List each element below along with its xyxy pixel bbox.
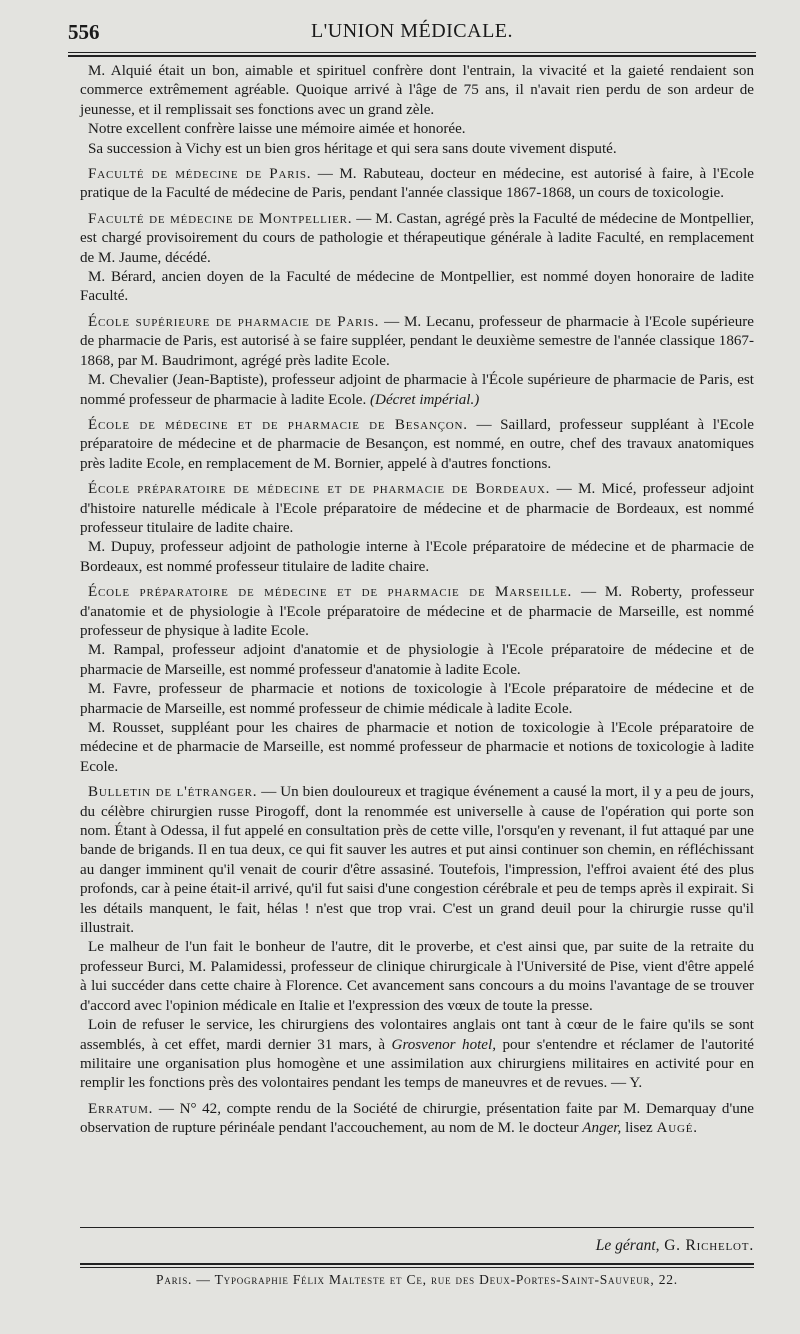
paragraph: M. Rousset, suppléant pour les chaires de pharmacie et notion de toxicologie à l'Ecole préparatoire de médecine et de pharmacie de Marseille, est nommé professeur de pharmacie et notions de toxicologie à ladite Ecole. (80, 720, 754, 775)
paragraph: Faculté de médecine de Montpellier. — M. Castan, agrégé près la Faculté de médecine de Montpellier, est chargé provisoirement du cours de pathologie et thérapeutique générale à ladite Faculté, en remplacement de M. Jaume, décédé. (80, 210, 754, 266)
imprint-rule-thick (80, 1263, 754, 1265)
paragraph: École de médecine et de pharmacie de Besançon. — Saillard, professeur suppléant à l'Ecole préparatoire de médecine et de pharmacie de Besançon, est nommé, en outre, chef des travaux anatomiques près ladite Ecole, en remplacement de M. Bornier, appelé à d'autres fonctions. (80, 416, 755, 472)
section-heading: Faculté de médecine de Montpellier. (88, 210, 353, 227)
paragraph: M. Dupuy, professeur adjoint de pathologie interne à l'Ecole préparatoire de médecine et de pharmacie de Bordeaux, est nommé professeur titulaire de ladite chaire. (80, 539, 754, 575)
paragraph: M. Favre, professeur de pharmacie et notions de toxicologie à l'Ecole préparatoire de médecine et de pharmacie de Marseille, est nommé professeur de chimie médicale à ladite Ecole. (80, 681, 754, 717)
paragraph: Le malheur de l'un fait le bonheur de l'autre, dit le proverbe, et c'est ainsi que, par suite de la retraite du professeur Burci, M. Palamidessi, professeur de clinique chirurgicale à l'Université de Pise, vient d'être appelé à lui succéder dans cette chaire à Florence. Cet avancement sans concours a du moins l'avantage de se trouver d'accord avec l'opinion médicale en Italie et l'expression des vœux de toute la presse. (80, 939, 754, 1014)
section-heading: École de médecine et de pharmacie de Besançon. (88, 416, 468, 433)
section-heading: Faculté de médecine de Paris. (88, 166, 312, 183)
paragraph: École supérieure de pharmacie de Paris. — M. Lecanu, professeur de pharmacie à l'Ecole supérieure de pharmacie de Paris, est autorisé à se faire suppléer, pendant le deuxième semestre de l'année classique 1867-1868, par M. Baudrimont, agrégé près ladite Ecole. (80, 313, 754, 369)
paragraph: Bulletin de l'étranger. — Un bien douloureux et tragique événement a causé la mort, il y a peu de jours, du célèbre chirurgien russe Pirogoff, dont la renommée est universelle à cause de l'opération qui porte son nom. Étant à Odessa, il fut appelé en consultation près de cette ville, l'orsqu'en y revenant, il fut attaqué par une bande de brigands. Il en tua deux, ce qui fit sauver les autres et put ainsi continuer son chemin, en réfléchissant au danger imminent qu'il venait de courir d'être assasiné. Toutefois, l'impression, l'effroi avaient été des plus profonds, car à peine était-il arrivé, qu'il fut saisi d'une congestion cérébrale et peu de temps après il expirait. Si les détails manquent, le fait, hélas ! n'est que trop vrai. C'est un grand deuil pour la chirurgie russe qu'il illustrait. (80, 784, 754, 937)
imprint-rule (80, 1267, 754, 1268)
page-number: 556 (68, 20, 100, 44)
paragraph: Loin de refuser le service, les chirurgiens des volontaires anglais ont tant à cœur de le faire qu'ils se sont assemblés, à cet effet, mardi dernier 31 mars, à Grosvenor hotel, pour s'entendre et réclamer de l'autorité militaire une organisation plus homogène et une assimilation aux chirurgiens militaires en activité pour en remplir les fonctions près des volontaires pendant les temps de maneuvres et de revues. — Y. (80, 1017, 754, 1092)
signature: Le gérant, G. Richelot. (595, 1237, 754, 1254)
section-heading: Erratum. (88, 1100, 154, 1117)
paragraph: M. Alquié était un bon, aimable et spirituel confrère dont l'entrain, la vivacité et la gaieté rendaient son commerce extrêmement agréable. Quoique arrivé à l'âge de 75 ans, il n'avait rien perdu de son ardeur de jeunesse, et il remplissait ses fonctions avec un grand zèle. (80, 63, 754, 118)
section-heading: École préparatoire de médecine et de pharmacie de Marseille. (88, 584, 573, 601)
paragraph: École préparatoire de médecine et de pharmacie de Marseille. — M. Roberty, professeur d'anatomie et de physiologie à l'Ecole préparatoire de médecine et de pharmacie de Marseille, est nommé professeur de physique à ladite Ecole. (80, 584, 754, 639)
article-body (80, 62, 754, 1139)
running-title: L'UNION MÉDICALE. (310, 20, 514, 42)
footer-rule (80, 1227, 754, 1228)
header-rule-thick (68, 55, 756, 57)
page-header (68, 18, 756, 48)
paragraph: M. Rampal, professeur adjoint d'anatomie et de physiologie à l'Ecole préparatoire de médecine et de pharmacie de Marseille, est nommé professeur d'anatomie à ladite Ecole. (80, 642, 754, 678)
paragraph: Sa succession à Vichy est un bien gros héritage et qui sera sans doute vivement disputé. (88, 140, 617, 157)
printer-imprint: Paris. — Typographie Félix Malteste et Ce, rue des Deux-Portes-Saint-Sauveur, 22. (156, 1272, 678, 1287)
paragraph: Notre excellent confrère laisse une mémoire aimée et honorée. (88, 121, 466, 138)
paragraph: M. Bérard, ancien doyen de la Faculté de médecine de Montpellier, est nommé doyen honoraire de ladite Faculté. (80, 269, 754, 305)
section-heading: École supérieure de pharmacie de Paris. (88, 313, 380, 330)
section-heading: École préparatoire de médecine et de pharmacie de Bordeaux. (88, 481, 551, 498)
paragraph: M. Chevalier (Jean-Baptiste), professeur adjoint de pharmacie à l'École supérieure de pharmacie de Paris, est nommé professeur de pharmacie à ladite Ecole. (Décret impérial.) (80, 372, 754, 408)
paragraph: Erratum. — N° 42, compte rendu de la Société de chirurgie, présentation faite par M. Demarquay d'une observation de rupture périnéale pendant l'accouchement, au nom de M. le docteur Anger, lisez Augé. (80, 1100, 754, 1137)
section-heading: Bulletin de l'étranger. (88, 784, 258, 801)
paragraph: Faculté de médecine de Paris. — M. Rabuteau, docteur en médecine, est autorisé à faire, à l'Ecole pratique de la Faculté de médecine de Paris, pendant l'année classique 1867-1868, un cours de toxicologie. (80, 166, 754, 202)
header-rule (68, 52, 756, 53)
paragraph: École préparatoire de médecine et de pharmacie de Bordeaux. — M. Micé, professeur adjoint d'histoire naturelle médicale à l'Ecole préparatoire de médecine et de pharmacie de Bordeaux, est nommé professeur titulaire de ladite chaire. (80, 481, 754, 536)
